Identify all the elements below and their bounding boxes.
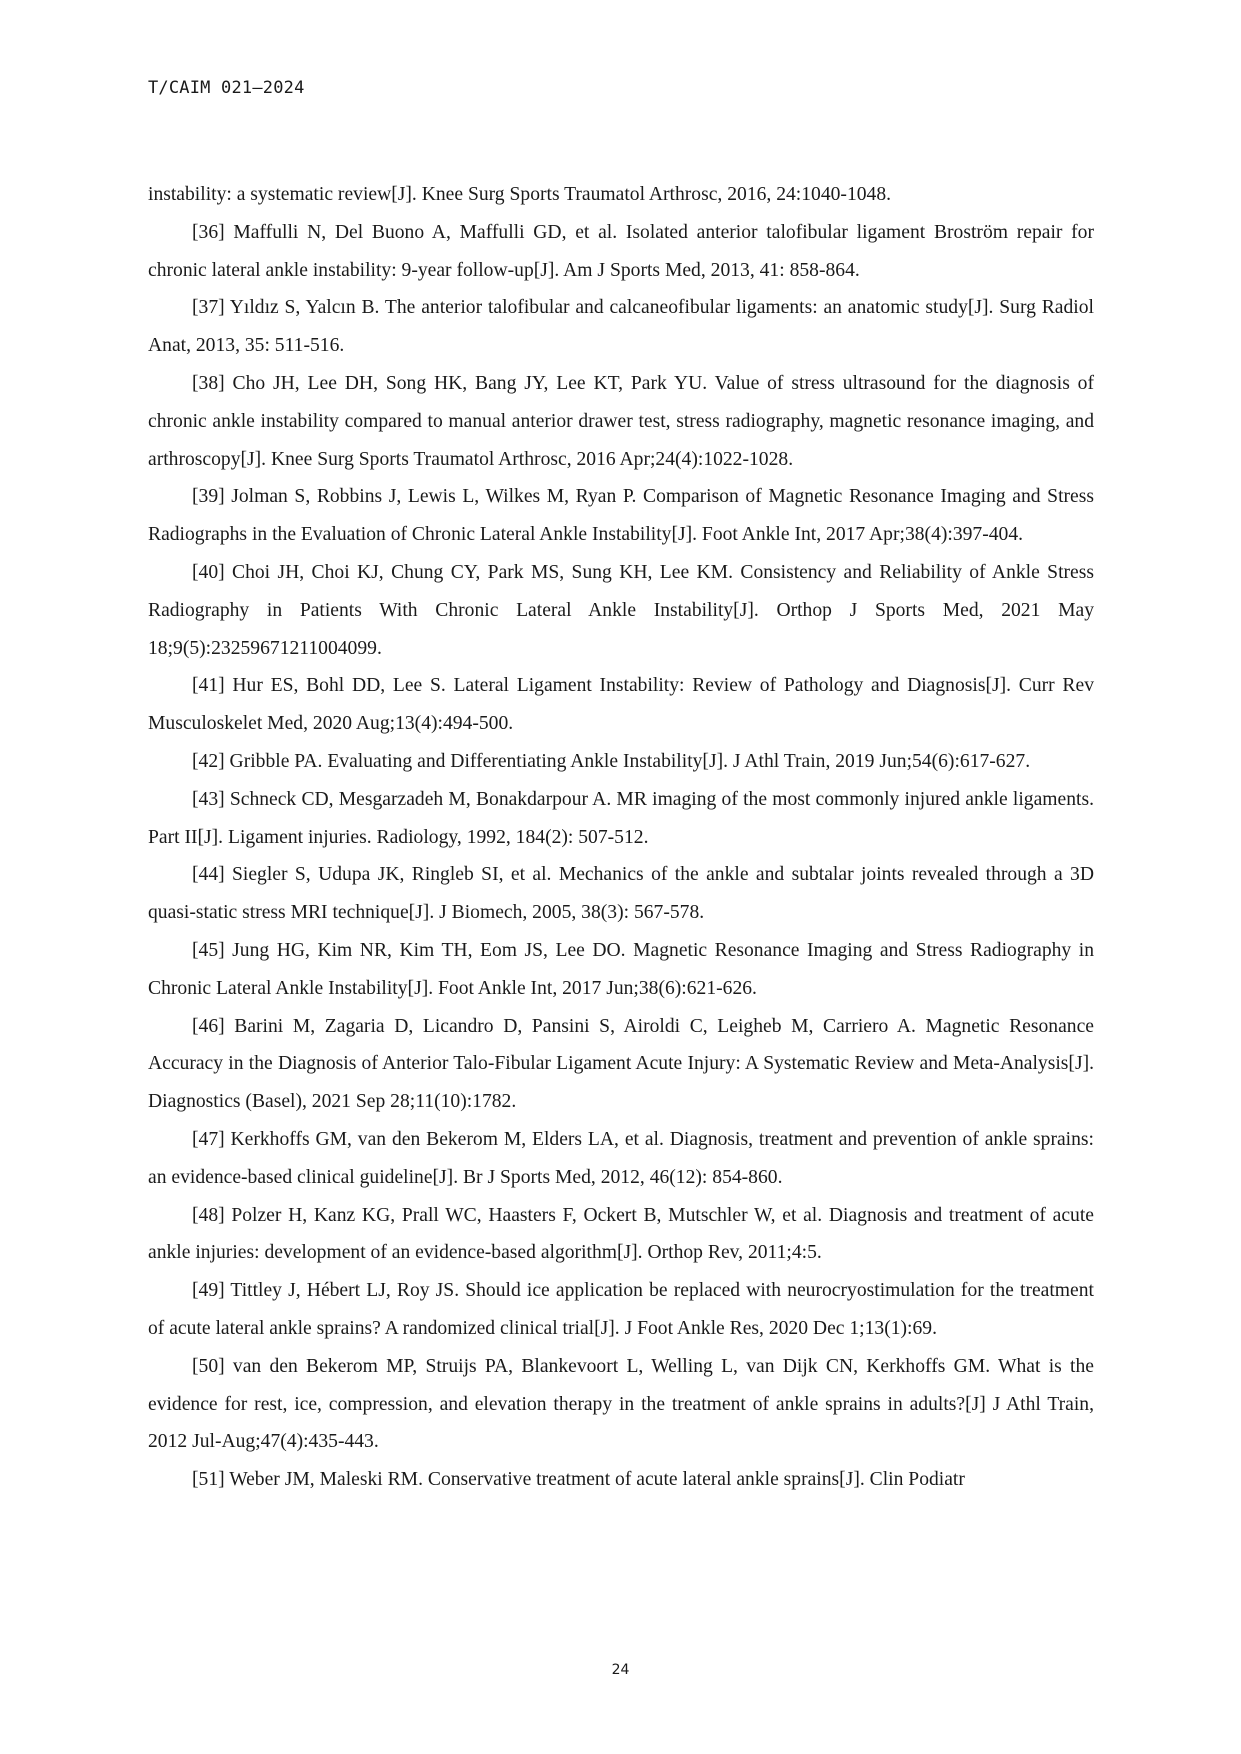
reference-item: [45] Jung HG, Kim NR, Kim TH, Eom JS, Lee DO. Magnetic Resonance Imaging and Stress Radiography in Chronic Lateral Ankle Instability[J]. Foot Ankle Int, 2017 Jun;38(6):621-626. bbox=[148, 939, 1094, 999]
reference-item: [50] van den Bekerom MP, Struijs PA, Blankevoort L, Welling L, van Dijk CN, Kerkhoffs GM. What is the evidence for rest, ice, compression, and elevation therapy in the treatment of ankle sprains in adults?[J] J Athl Train, 2012 Jul-Aug;47(4):435-443. bbox=[148, 1355, 1094, 1453]
reference-item: [48] Polzer H, Kanz KG, Prall WC, Haasters F, Ockert B, Mutschler W, et al. Diagnosis and treatment of acute ankle injuries: development of an evidence-based algorithm[J]. Orthop Rev, 2011;4:5. bbox=[148, 1204, 1094, 1264]
reference-item: [42] Gribble PA. Evaluating and Differentiating Ankle Instability[J]. J Athl Train, 2019 Jun;54(6):617-627. bbox=[192, 750, 1031, 772]
reference-item: [46] Barini M, Zagaria D, Licandro D, Pansini S, Airoldi C, Leigheb M, Carriero A. Magnetic Resonance Accuracy in the Diagnosis of Anterior Talo-Fibular Ligament Acute Injury: A Systematic Review and Meta-Analysis[J]. Diagnostics (Basel), 2021 Sep 28;11(10):1782. bbox=[148, 1015, 1094, 1113]
reference-item: [51] Weber JM, Maleski RM. Conservative treatment of acute lateral ankle sprains[J]. Clin Podiatr bbox=[192, 1469, 965, 1491]
reference-item: [49] Tittley J, Hébert LJ, Roy JS. Should ice application be replaced with neurocryostimulation for the treatment of acute lateral ankle sprains? A randomized clinical trial[J]. J Foot Ankle Res, 2020 Dec 1;13(1):69. bbox=[148, 1280, 1094, 1339]
reference-item: [38] Cho JH, Lee DH, Song HK, Bang JY, Lee KT, Park YU. Value of stress ultrasound for the diagnosis of chronic ankle instability compared to manual anterior drawer test, stress radiography, magnetic resonance imaging, and arthroscopy[J]. Knee Surg Sports Traumatol Arthrosc, 2016 Apr;24(4):1022-1028. bbox=[148, 372, 1094, 470]
reference-list bbox=[148, 176, 1094, 1499]
reference-item: [44] Siegler S, Udupa JK, Ringleb SI, et al. Mechanics of the ankle and subtalar joints revealed through a 3D quasi-static stress MRI technique[J]. J Biomech, 2005, 38(3): 567-578. bbox=[148, 864, 1094, 924]
reference-item: [39] Jolman S, Robbins J, Lewis L, Wilkes M, Ryan P. Comparison of Magnetic Resonance Imaging and Stress Radiographs in the Evaluation of Chronic Lateral Ankle Instability[J]. Foot Ankle Int, 2017 Apr;38(4):397-404. bbox=[148, 486, 1094, 546]
reference-item: [37] Yıldız S, Yalcın B. The anterior talofibular and calcaneofibular ligaments: an anatomic study[J]. Surg Radiol Anat, 2013, 35: 511-516. bbox=[148, 297, 1094, 357]
reference-item: [40] Choi JH, Choi KJ, Chung CY, Park MS, Sung KH, Lee KM. Consistency and Reliability of Ankle Stress Radiography in Patients With Chronic Lateral Ankle Instability[J]. Orthop J Sports Med, 2021 May 18;9(5):23259671211004099. bbox=[148, 561, 1094, 659]
reference-item: [47] Kerkhoffs GM, van den Bekerom M, Elders LA, et al. Diagnosis, treatment and prevention of ankle sprains: an evidence-based clinical guideline[J]. Br J Sports Med, 2012, 46(12): 854-860. bbox=[148, 1128, 1094, 1188]
page-number: 24 bbox=[611, 1662, 630, 1678]
reference-item: instability: a systematic review[J]. Knee Surg Sports Traumatol Arthrosc, 2016, 24:1040-1048. bbox=[148, 184, 892, 205]
reference-item: [41] Hur ES, Bohl DD, Lee S. Lateral Ligament Instability: Review of Pathology and Diagnosis[J]. Curr Rev Musculoskelet Med, 2020 Aug;13(4):494-500. bbox=[148, 675, 1094, 735]
reference-item: [43] Schneck CD, Mesgarzadeh M, Bonakdarpour A. MR imaging of the most commonly injured ankle ligaments. Part II[J]. Ligament injuries. Radiology, 1992, 184(2): 507-512. bbox=[148, 788, 1094, 848]
standard-code-header: T/CAIM 021—2024 bbox=[148, 78, 305, 98]
reference-item: [36] Maffulli N, Del Buono A, Maffulli GD, et al. Isolated anterior talofibular ligament Broström repair for chronic lateral ankle instability: 9-year follow-up[J]. Am J Sports Med, 2013, 41: 858-864. bbox=[148, 221, 1094, 281]
